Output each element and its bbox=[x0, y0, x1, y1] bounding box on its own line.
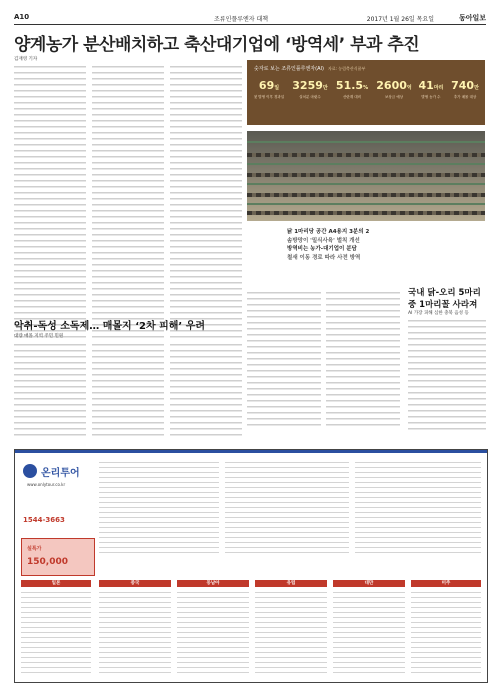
ad-phone: 1544-3663 bbox=[23, 516, 65, 524]
ad-listing bbox=[99, 460, 219, 555]
logo-mark-icon bbox=[23, 464, 37, 478]
story2-subhead: AI 가장 피해 심한 충북 음성 등 bbox=[408, 311, 469, 316]
travel-advertisement bbox=[14, 449, 488, 683]
ad-tab: 유럽 bbox=[255, 580, 327, 587]
body-text-col5 bbox=[326, 290, 400, 430]
ad-listing bbox=[333, 590, 405, 676]
ad-listing bbox=[21, 590, 91, 676]
story3-body-col3 bbox=[170, 342, 242, 440]
poultry-farm-photo bbox=[247, 131, 485, 221]
issue-date: 2017년 1월 26일 목요일 bbox=[366, 16, 434, 23]
stat-item: 2600억 보상금 예상 bbox=[376, 79, 412, 99]
story3-body-col1 bbox=[14, 342, 86, 440]
ad-logo: 온리투어 www.onlytour.co.kr bbox=[21, 460, 91, 510]
story3-body-col2 bbox=[92, 342, 164, 440]
stat-item: 3259만 살처분 마릿수 bbox=[292, 79, 328, 99]
stat-item: 740만 추가 매몰 대상 bbox=[451, 79, 479, 99]
ai-stats-infobox bbox=[247, 60, 485, 125]
page-number: A10 bbox=[14, 13, 30, 21]
main-headline: 양계농가 분산배치하고 축산대기업에 ‘방역세’ 부과 추진 bbox=[14, 35, 420, 55]
infobox-title: 숫자로 보는 조류인플루엔자(AI) 자료: 농림축산식품부 bbox=[254, 66, 366, 72]
ad-tab: 동남아 bbox=[177, 580, 249, 587]
body-text-col4 bbox=[247, 290, 321, 430]
stat-item: 69일 첫 발생 이후 경과일 bbox=[253, 79, 285, 99]
ad-listing bbox=[355, 460, 481, 555]
ad-listing bbox=[255, 590, 327, 676]
ad-listing bbox=[177, 590, 249, 676]
newspaper-brand: 동아일보 bbox=[458, 14, 486, 22]
ad-listing bbox=[225, 460, 349, 555]
pull-quote: 닭 1마리당 공간 A4용지 3분의 2 솜방망이 '밀식사육' 벌칙 개선 방역비는 농가-대기업이 분담 철새 이동 경로 따라 사전 방역 bbox=[287, 229, 370, 261]
page-header bbox=[14, 12, 486, 25]
story2-headline: 국내 닭-오리 5마리중 1마리꼴 사라져 bbox=[408, 288, 481, 310]
stat-item: 41마리 발생 농가 수 bbox=[418, 79, 444, 99]
story2-body bbox=[408, 318, 486, 430]
stat-item: 51.5% 산란계 대비 bbox=[335, 79, 369, 99]
story3-headline: 악취-독성 소독제… 매몰지 ‘2차 피해’ 우려 bbox=[14, 321, 206, 332]
ad-listing bbox=[99, 590, 171, 676]
story3-subhead: 대량 매몰 지역 주민 민원 bbox=[14, 334, 64, 339]
byline: 김재영 기자 bbox=[14, 57, 38, 62]
ad-listing bbox=[411, 590, 481, 676]
section-title: 조류인플루엔자 대책 bbox=[214, 16, 269, 23]
ad-promo-box: 설특가 150,000 bbox=[21, 538, 95, 576]
ad-tab: 미주 bbox=[411, 580, 481, 587]
ad-tab: 대만 bbox=[333, 580, 405, 587]
ad-tab: 일본 bbox=[21, 580, 91, 587]
ad-tab: 중국 bbox=[99, 580, 171, 587]
ad-top-strip bbox=[15, 450, 487, 453]
